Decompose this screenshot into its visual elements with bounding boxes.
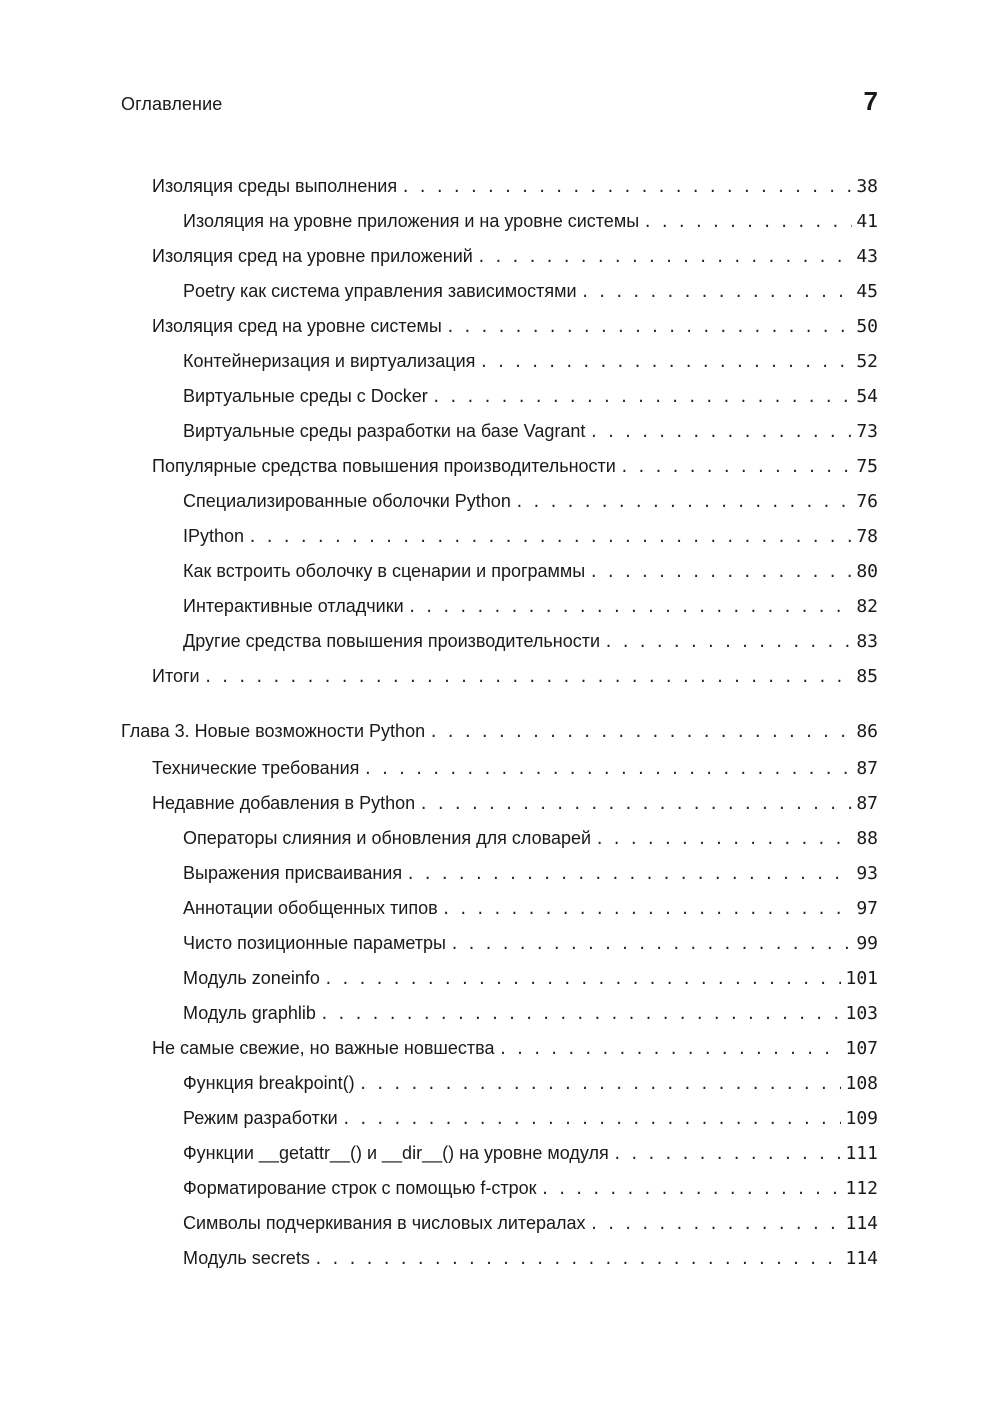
dot-leader xyxy=(401,175,852,199)
toc-entry-title: Специализированные оболочки Python xyxy=(183,491,511,511)
toc-entry-page: 73 xyxy=(856,421,878,442)
toc-entry-title: Контейнеризация и виртуализация xyxy=(183,351,476,371)
toc-entry-title: Функции __getattr__() и __dir__() на уровне модуля xyxy=(183,1143,609,1163)
toc-entry[interactable] xyxy=(183,489,878,513)
toc-entry[interactable] xyxy=(183,1211,878,1235)
toc-entry[interactable] xyxy=(152,756,878,780)
toc-entry-title: Чисто позиционные параметры xyxy=(183,933,446,953)
toc-entry-page: 114 xyxy=(845,1248,878,1269)
toc-entry-title: Выражения присваивания xyxy=(183,863,403,883)
dot-leader xyxy=(429,720,852,744)
toc-entry[interactable] xyxy=(183,826,878,850)
toc-entry[interactable] xyxy=(152,791,878,815)
toc-entry-title: Другие средства повышения производительности xyxy=(183,631,601,651)
toc-entry-page: 54 xyxy=(856,386,878,407)
dot-leader xyxy=(620,455,852,479)
toc-entry-page: 112 xyxy=(845,1178,878,1199)
dot-leader xyxy=(442,897,853,921)
dot-leader xyxy=(314,1247,842,1271)
dot-leader xyxy=(613,1142,842,1166)
toc-entry-title: Не самые свежие, но важные новшества xyxy=(152,1038,495,1058)
dot-leader xyxy=(419,792,852,816)
dot-leader xyxy=(643,210,852,234)
toc-entry-title: Изоляция сред на уровне системы xyxy=(152,316,442,336)
toc-entry[interactable] xyxy=(183,209,878,233)
toc-entry-page: 43 xyxy=(856,246,878,267)
toc-entry[interactable] xyxy=(183,594,878,618)
toc-entry-page: 87 xyxy=(856,793,878,814)
toc-entry-page: 99 xyxy=(856,933,878,954)
dot-leader xyxy=(590,1212,842,1236)
toc-entry[interactable] xyxy=(183,524,878,548)
toc-entry-page: 88 xyxy=(856,828,878,849)
page-number: 7 xyxy=(863,86,878,116)
dot-leader xyxy=(479,350,852,374)
toc-entry-page: 45 xyxy=(856,281,878,302)
toc-entry-page: 108 xyxy=(845,1073,878,1094)
toc-entry-page: 76 xyxy=(856,491,878,512)
toc-entry-title: Как встроить оболочку в сценарии и программы xyxy=(183,561,586,581)
toc-entry-title: Глава 3. Новые возможности Python xyxy=(121,721,426,741)
toc-entry-title: Виртуальные среды разработки на базе Vagrant xyxy=(183,421,586,441)
dot-leader xyxy=(204,665,853,689)
toc-entry-page: 75 xyxy=(856,456,878,477)
dot-leader xyxy=(477,245,853,269)
toc-entry-page: 85 xyxy=(856,666,878,687)
dot-leader xyxy=(363,757,852,781)
toc-entry-title: Модуль secrets xyxy=(183,1248,310,1268)
dot-leader xyxy=(581,280,853,304)
dot-leader xyxy=(450,932,852,956)
toc-entry-page: 103 xyxy=(845,1003,878,1024)
toc-entry-page: 38 xyxy=(856,176,878,197)
toc-entry-page: 87 xyxy=(856,758,878,779)
toc-entry[interactable] xyxy=(152,314,878,338)
toc-entry-title: Изоляция сред на уровне приложений xyxy=(152,246,473,266)
toc-entry-page: 80 xyxy=(856,561,878,582)
toc-chapter-entry[interactable] xyxy=(121,719,878,743)
toc-entry-page: 101 xyxy=(845,968,878,989)
toc-entry-page: 82 xyxy=(856,596,878,617)
toc-entry[interactable] xyxy=(183,1246,878,1270)
dot-leader xyxy=(589,420,852,444)
toc-entry-page: 93 xyxy=(856,863,878,884)
toc-entry-page: 97 xyxy=(856,898,878,919)
dot-leader xyxy=(595,827,852,851)
toc-entry[interactable] xyxy=(183,966,878,990)
toc-entry-title: Недавние добавления в Python xyxy=(152,793,416,813)
toc-entry[interactable] xyxy=(183,1141,878,1165)
toc-entry-title: IPython xyxy=(183,526,245,546)
dot-leader xyxy=(320,1002,842,1026)
toc-entry[interactable] xyxy=(152,1036,878,1060)
toc-entry[interactable] xyxy=(152,244,878,268)
toc-entry-page: 111 xyxy=(845,1143,878,1164)
dot-leader xyxy=(541,1177,842,1201)
running-head: Оглавление xyxy=(121,94,223,114)
toc-entry[interactable] xyxy=(183,1176,878,1200)
dot-leader xyxy=(359,1072,842,1096)
dot-leader xyxy=(342,1107,842,1131)
toc-entry-title: Функция breakpoint() xyxy=(183,1073,355,1093)
toc-entry-page: 52 xyxy=(856,351,878,372)
toc-entry-title: Изоляция на уровне приложения и на уровне системы xyxy=(183,211,640,231)
toc-entry[interactable] xyxy=(183,1001,878,1025)
toc-entry-title: Популярные средства повышения производительности xyxy=(152,456,616,476)
toc-entry-page: 78 xyxy=(856,526,878,547)
toc-entry-page: 86 xyxy=(856,721,878,742)
toc-entry-title: Аннотации обобщенных типов xyxy=(183,898,438,918)
toc-entry-title: Форматирование строк с помощью f-строк xyxy=(183,1178,537,1198)
dot-leader xyxy=(604,630,852,654)
toc-entry-title: Символы подчеркивания в числовых литералах xyxy=(183,1213,586,1233)
toc-entry[interactable] xyxy=(152,454,878,478)
dot-leader xyxy=(515,490,852,514)
toc-entry-title: Интерактивные отладчики xyxy=(183,596,404,616)
toc-entry[interactable] xyxy=(183,559,878,583)
toc-entry[interactable] xyxy=(152,664,878,688)
toc-entry[interactable] xyxy=(183,861,878,885)
dot-leader xyxy=(406,862,852,886)
dot-leader xyxy=(324,967,842,991)
toc-entry[interactable] xyxy=(183,384,878,408)
dot-leader xyxy=(589,560,852,584)
toc-entry-page: 109 xyxy=(845,1108,878,1129)
toc-entry-title: Итоги xyxy=(152,666,200,686)
toc-entry[interactable] xyxy=(183,419,878,443)
toc-entry[interactable] xyxy=(183,896,878,920)
toc-entry-page: 41 xyxy=(856,211,878,232)
dot-leader xyxy=(248,525,852,549)
toc-entry-title: Операторы слияния и обновления для словарей xyxy=(183,828,592,848)
toc-entry-page: 114 xyxy=(845,1213,878,1234)
dot-leader xyxy=(408,595,853,619)
dot-leader xyxy=(446,315,853,339)
toc-entry[interactable] xyxy=(183,279,878,303)
toc-entry-title: Изоляция среды выполнения xyxy=(152,176,398,196)
toc-entry-page: 107 xyxy=(845,1038,878,1059)
toc-entry-title: Технические требования xyxy=(152,758,360,778)
toc-entry-title: Виртуальные среды с Docker xyxy=(183,386,428,406)
toc-entry-title: Модуль zoneinfo xyxy=(183,968,320,988)
toc-entry-page: 83 xyxy=(856,631,878,652)
toc-entry[interactable] xyxy=(183,1071,878,1095)
toc-entry[interactable] xyxy=(183,349,878,373)
toc-entry-title: Poetry как система управления зависимостями xyxy=(183,281,577,301)
toc-entry[interactable] xyxy=(183,931,878,955)
dot-leader xyxy=(498,1037,841,1061)
toc-entry[interactable] xyxy=(183,1106,878,1130)
toc-entry-page: 50 xyxy=(856,316,878,337)
toc-entry[interactable] xyxy=(183,629,878,653)
toc-entry-title: Режим разработки xyxy=(183,1108,338,1128)
dot-leader xyxy=(432,385,853,409)
toc-entry-title: Модуль graphlib xyxy=(183,1003,316,1023)
toc-entry[interactable] xyxy=(152,174,878,198)
